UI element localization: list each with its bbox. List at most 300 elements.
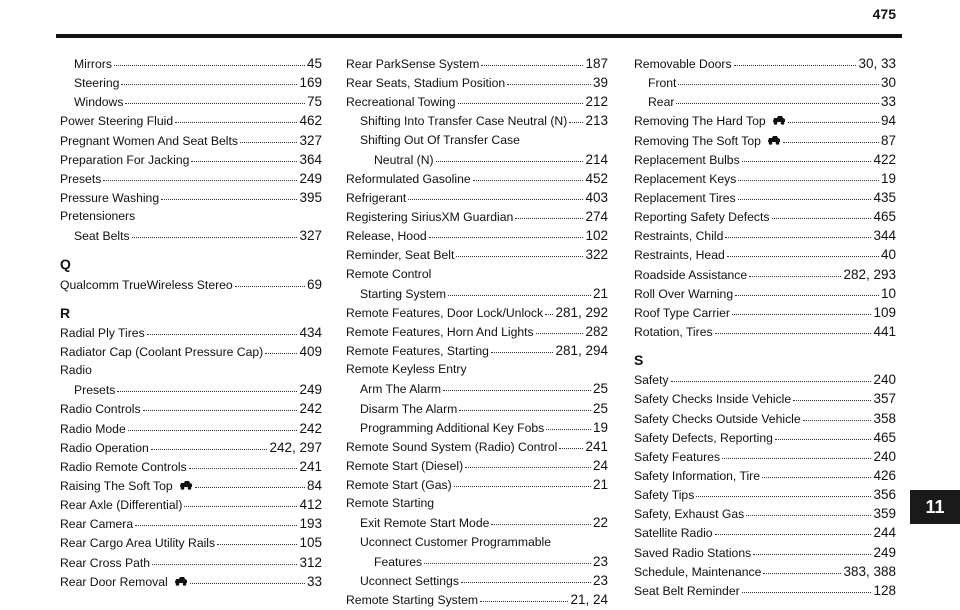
index-entry-page: 465 [873, 429, 896, 445]
index-entry-label: Remote Control [346, 266, 432, 281]
index-entry-page: 249 [873, 544, 896, 560]
index-entry-page: 75 [306, 94, 322, 110]
dot-leader [722, 457, 871, 459]
index-entry [634, 504, 896, 523]
index-letter-heading: Q [60, 256, 71, 273]
dot-leader [429, 236, 584, 238]
index-entry-label: Roof Type Carrier [634, 305, 730, 320]
index-entry-page: 357 [873, 391, 896, 407]
dot-leader [114, 64, 305, 66]
index-column-1 [60, 54, 322, 591]
index-entry [346, 111, 608, 130]
index-entry [346, 131, 608, 150]
index-entry-page: 33 [880, 94, 896, 110]
index-entry [346, 456, 608, 475]
index-entry-page: 426 [873, 467, 896, 483]
dot-leader [436, 160, 584, 162]
index-entry [634, 581, 896, 600]
index-entry-label: Front [648, 76, 677, 91]
index-entry-page: 10 [880, 285, 896, 301]
dot-leader [191, 160, 297, 162]
index-entry-page: 45 [306, 56, 322, 71]
index-entry [60, 399, 322, 418]
dot-leader [121, 83, 297, 85]
index-entry-label: Rotation, Tires [634, 324, 713, 339]
index-entry-label: Neutral (N) [374, 152, 434, 167]
index-entry [346, 226, 608, 245]
index-entry-page: 422 [873, 151, 896, 167]
index-entry-label: Starting System [360, 286, 447, 301]
index-entry [634, 207, 896, 226]
index-entry [634, 523, 896, 542]
index-entry-page: 24 [592, 457, 608, 473]
index-entry-label: Steering [74, 76, 120, 91]
index-entry-label: Safety Checks Outside Vehicle [634, 411, 801, 426]
dot-leader [473, 179, 584, 181]
dot-leader [125, 102, 305, 104]
index-entry-page: 359 [873, 506, 896, 522]
index-entry-page: 242, 297 [269, 439, 322, 455]
index-entry-page: 249 [299, 382, 322, 398]
dot-leader [195, 486, 305, 488]
index-entry-label: Remote Starting System [346, 592, 479, 607]
dot-leader [408, 198, 583, 200]
index-entry [634, 447, 896, 466]
index-entry-label: Rear ParkSense System [346, 57, 480, 71]
index-entry-label: Features [374, 554, 423, 569]
dot-leader [443, 389, 591, 391]
index-entry-label: Replacement Keys [634, 171, 737, 186]
index-entry-label: Power Steering Fluid [60, 114, 174, 129]
index-entry-label: Exit Remote Start Mode [360, 516, 490, 531]
index-entry [634, 562, 896, 581]
index-entry-label: Rear Cargo Area Utility Rails [60, 536, 216, 551]
index-entry [634, 409, 896, 428]
index-entry [60, 572, 322, 591]
index-entry-label: Rear Axle (Differential) [60, 498, 183, 513]
index-entry [634, 92, 896, 111]
index-entry-label: Safety, Exhaust Gas [634, 507, 745, 522]
index-entry-label: Safety Features [634, 449, 721, 464]
chapter-tab-label: 11 [925, 496, 945, 517]
index-entry [346, 284, 608, 303]
index-entry-label: Presets [60, 171, 102, 186]
index-entry-label: Restraints, Head [634, 248, 725, 263]
index-entry-page: 242 [299, 420, 322, 436]
index-entry [634, 226, 896, 245]
index-entry-label: Radio Mode [60, 421, 126, 436]
index-entry-page: 364 [299, 151, 322, 167]
index-entry-page: 23 [592, 553, 608, 569]
dot-leader [742, 160, 872, 162]
index-entry-page: 240 [873, 448, 896, 464]
index-entry [60, 553, 322, 572]
index-column-2 [346, 54, 608, 609]
index-entry [346, 245, 608, 264]
index-entry-label: Safety Tips [634, 488, 695, 503]
index-entry-label: Arm The Alarm [360, 382, 442, 397]
index-entry [346, 92, 608, 111]
index-entry [60, 419, 322, 438]
index-entry-page: 356 [873, 487, 896, 503]
index-entry [634, 169, 896, 188]
dot-leader [235, 285, 305, 287]
index-entry-page: 30, 33 [858, 56, 896, 71]
index-entry-label: Mirrors [74, 57, 112, 71]
index-entry-label: Remote Start (Diesel) [346, 458, 464, 473]
index-entry-label: Reporting Safety Defects [634, 210, 770, 225]
index-entry-label: Radio [60, 363, 92, 378]
index-entry-page: 241 [299, 458, 322, 474]
index-entry-page: 462 [299, 113, 322, 129]
dot-leader [803, 419, 872, 421]
dot-leader [546, 428, 591, 430]
index-entry-page: 322 [585, 247, 608, 263]
dot-leader [715, 533, 872, 535]
index-entry-label: Disarm The Alarm [360, 401, 458, 416]
index-entry [60, 476, 322, 495]
index-entry-page: 21, 24 [570, 591, 608, 607]
index-entry-label: Remote Start (Gas) [346, 478, 452, 493]
index-entry-page: 344 [873, 228, 896, 244]
index-entry-label: Qualcomm TrueWireless Stereo [60, 277, 233, 292]
index-entry-page: 30 [880, 75, 896, 91]
index-entry-label: Preparation For Jacking [60, 152, 190, 167]
index-entry-page: 409 [299, 343, 322, 359]
index-entry-label: Release, Hood [346, 229, 427, 244]
index-entry [346, 552, 608, 571]
index-entry [346, 54, 608, 73]
dot-leader [184, 505, 297, 507]
index-entry-page: 249 [299, 170, 322, 186]
index-entry-label: Radiator Cap (Coolant Pressure Cap) [60, 344, 264, 359]
index-entry [634, 389, 896, 408]
dot-leader [732, 313, 872, 315]
index-entry-page: 21 [592, 477, 608, 493]
index-entry [634, 543, 896, 562]
index-letter-heading: S [634, 352, 644, 369]
index-entry-label: Rear Seats, Stadium Position [346, 76, 506, 91]
dot-leader [536, 332, 584, 334]
index-entry-label: Uconnect Settings [360, 573, 459, 588]
index-entry-label: Safety [634, 373, 669, 388]
index-entry [346, 150, 608, 169]
index-entry-page: 84 [306, 477, 322, 493]
dot-leader [481, 64, 583, 66]
index-entry-page: 465 [873, 209, 896, 225]
index-entry-page: 434 [299, 324, 322, 340]
index-entry-page: 128 [873, 582, 896, 598]
index-entry-page: 241 [585, 438, 608, 454]
dot-leader [465, 466, 591, 468]
index-entry [60, 92, 322, 111]
dot-leader [738, 179, 879, 181]
index-entry-label: Pregnant Women And Seat Belts [60, 133, 238, 148]
index-entry [60, 150, 322, 169]
jeep-icon [174, 576, 188, 586]
dot-leader [424, 562, 591, 564]
dot-leader [515, 217, 583, 219]
index-entry-page: 281, 292 [555, 304, 608, 320]
dot-leader [749, 275, 841, 277]
index-entry [634, 73, 896, 92]
index-entry-page: 274 [585, 209, 608, 225]
index-entry-page: 39 [592, 75, 608, 91]
index-entry-label: Replacement Bulbs [634, 152, 740, 167]
chapter-tab [910, 490, 960, 524]
index-entry [634, 111, 896, 130]
index-entry-label: Rear Cross Path [60, 555, 151, 570]
index-entry [346, 207, 608, 226]
index-entry-label: Radio Remote Controls [60, 459, 187, 474]
dot-leader [151, 448, 268, 450]
dot-leader [545, 313, 553, 315]
index-entry-label: Remote Features, Horn And Lights [346, 324, 534, 339]
index-entry-label: Rear Camera [60, 517, 134, 532]
index-entry-page: 282, 293 [843, 266, 896, 282]
dot-leader [103, 179, 297, 181]
index-entry-page: 40 [880, 247, 896, 263]
index-entry-label: Saved Radio Stations [634, 545, 752, 560]
index-entry-page: 452 [585, 170, 608, 186]
index-entry-label: Radio Controls [60, 402, 141, 417]
index-entry-label: Radio Operation [60, 440, 149, 455]
dot-leader [753, 553, 871, 555]
index-entry-page: 212 [585, 94, 608, 110]
dot-leader [143, 409, 298, 411]
dot-leader [217, 543, 297, 545]
dot-leader [725, 236, 871, 238]
dot-leader [735, 294, 879, 296]
index-entry-label: Satellite Radio [634, 526, 713, 541]
index-entry-page: 327 [299, 228, 322, 244]
index-entry-page: 23 [592, 572, 608, 588]
index-entry [346, 73, 608, 92]
index-entry-page: 187 [585, 56, 608, 71]
index-entry [60, 188, 322, 207]
index-entry-page: 69 [306, 276, 322, 292]
dot-leader [734, 64, 857, 66]
index-entry [346, 322, 608, 341]
index-entry [60, 438, 322, 457]
index-entry-page: 19 [880, 170, 896, 186]
dot-leader [117, 390, 297, 392]
page-number: 475 [872, 6, 896, 22]
dot-leader [152, 563, 297, 565]
index-entry-page: 358 [873, 410, 896, 426]
dot-leader [161, 198, 297, 200]
index-entry [60, 226, 322, 245]
index-letter-heading: R [60, 304, 71, 321]
index-entry-label: Roll Over Warning [634, 286, 734, 301]
index-entry-label: Safety Defects, Reporting [634, 430, 773, 445]
dot-leader [507, 83, 591, 85]
index-entry-label: Safety Information, Tire [634, 468, 760, 483]
index-entry-page: 105 [299, 535, 322, 551]
index-entry [346, 571, 608, 590]
index-entry-label: Windows [74, 95, 124, 110]
index-entry-page: 87 [880, 132, 896, 148]
index-entry [60, 111, 322, 130]
index-entry-page: 282 [585, 323, 608, 339]
dot-leader [715, 332, 872, 334]
index-entry [60, 73, 322, 92]
index-entry-label: Rear [648, 95, 675, 110]
dot-leader [132, 236, 298, 238]
index-entry-label: Remote Sound System (Radio) Control [346, 439, 558, 454]
header-rule [56, 34, 902, 38]
dot-leader [671, 380, 872, 382]
index-entry-page: 169 [299, 75, 322, 91]
dot-leader [459, 409, 591, 411]
index-entry-page: 94 [880, 113, 896, 129]
index-entry-label: Seat Belt Reminder [634, 583, 740, 598]
dot-leader [491, 351, 554, 353]
index-entry-label: Roadside Assistance [634, 267, 748, 282]
dot-leader [762, 476, 871, 478]
index-entry-label: Schedule, Maintenance [634, 564, 762, 579]
dot-leader [456, 255, 583, 257]
index-entry-label: Recreational Towing [346, 95, 456, 110]
index-entry-label: Uconnect Customer Programmable [360, 534, 552, 549]
index-entry [346, 379, 608, 398]
index-entry [634, 245, 896, 264]
index-entry [60, 54, 322, 73]
index-entry-label: Remote Features, Starting [346, 344, 489, 359]
index-entry [634, 54, 896, 73]
index-entry-label: Seat Belts [74, 229, 130, 244]
index-entry [634, 322, 896, 341]
index-entry [60, 457, 322, 476]
index-entry [634, 265, 896, 284]
index-entry-label: Pretensioners [60, 209, 136, 224]
index-entry-label: Registering SiriusXM Guardian [346, 210, 514, 225]
dot-leader [135, 524, 297, 526]
index-entry-page: 193 [299, 516, 322, 532]
index-entry [346, 399, 608, 418]
index-entry [346, 418, 608, 437]
dot-leader [265, 352, 297, 354]
dot-leader [458, 102, 584, 104]
index-entry-label: Shifting Into Transfer Case Neutral (N) [360, 114, 568, 129]
index-entry-label: Shifting Out Of Transfer Case [360, 132, 520, 147]
index-entry [346, 533, 608, 552]
index-entry-label: Removing The Soft Top [634, 133, 761, 148]
index-entry [634, 466, 896, 485]
index-entry-page: 327 [299, 132, 322, 148]
dot-leader [763, 572, 841, 574]
dot-leader [727, 255, 879, 257]
dot-leader [491, 523, 591, 525]
index-entry-label: Remote Features, Door Lock/Unlock [346, 305, 544, 320]
dot-leader [746, 514, 871, 516]
index-entry [634, 303, 896, 322]
dot-leader [569, 121, 583, 123]
dot-leader [678, 83, 879, 85]
jeep-icon [772, 115, 786, 125]
index-entry [60, 275, 322, 294]
index-entry [60, 169, 322, 188]
index-entry-label: Replacement Tires [634, 190, 736, 205]
index-entry [346, 169, 608, 188]
index-entry-label: Reminder, Seat Belt [346, 248, 455, 263]
index-entry [60, 533, 322, 552]
dot-leader [559, 447, 583, 449]
dot-leader [775, 438, 872, 440]
index-entry-page: 244 [873, 525, 896, 541]
index-entry [634, 188, 896, 207]
index-entry [634, 485, 896, 504]
dot-leader [742, 591, 872, 593]
dot-leader [189, 467, 298, 469]
index-entry [60, 495, 322, 514]
dot-leader [147, 333, 298, 335]
index-entry [60, 514, 322, 533]
dot-leader [454, 485, 591, 487]
index-entry-label: Rear Door Removal [60, 574, 168, 589]
index-entry-page: 312 [299, 554, 322, 570]
index-entry-page: 19 [592, 419, 608, 435]
index-entry [60, 342, 322, 361]
index-entry-page: 240 [873, 372, 896, 388]
index-entry-page: 22 [592, 515, 608, 531]
index-entry-label: Refrigerant [346, 190, 407, 205]
index-entry-page: 25 [592, 400, 608, 416]
index-entry-label: Raising The Soft Top [60, 478, 173, 493]
index-entry [634, 370, 896, 389]
jeep-icon [179, 480, 193, 490]
index-entry [634, 428, 896, 447]
dot-leader [793, 399, 871, 401]
index-entry [634, 131, 896, 150]
index-entry-label: Radial Ply Tires [60, 325, 145, 340]
index-entry [346, 590, 608, 609]
index-entry-page: 383, 388 [843, 563, 896, 579]
index-entry-page: 403 [585, 189, 608, 205]
index-entry-label: Pressure Washing [60, 190, 160, 205]
dot-leader [175, 121, 297, 123]
dot-leader [676, 102, 879, 104]
index-entry-page: 281, 294 [555, 343, 608, 359]
index-entry [346, 437, 608, 456]
index-entry-page: 21 [592, 285, 608, 301]
index-entry-page: 435 [873, 189, 896, 205]
index-entry [346, 341, 608, 360]
index-entry [634, 284, 896, 303]
dot-leader [240, 141, 298, 143]
jeep-icon [767, 135, 781, 145]
index-entry [346, 360, 608, 379]
index-entry [346, 513, 608, 532]
index-entry [60, 207, 322, 226]
index-entry-label: Safety Checks Inside Vehicle [634, 392, 792, 407]
index-entry-label: Remote Starting [346, 496, 435, 511]
index-entry-page: 242 [299, 401, 322, 417]
index-entry [346, 188, 608, 207]
index-entry-label: Presets [74, 383, 116, 398]
index-entry-page: 102 [585, 228, 608, 244]
index-entry [346, 303, 608, 322]
index-entry-label: Programming Additional Key Fobs [360, 420, 545, 435]
index-entry [634, 150, 896, 169]
index-entry [60, 361, 322, 380]
index-entry-label: Removing The Hard Top [634, 114, 766, 129]
index-entry-label: Removable Doors [634, 57, 732, 71]
index-entry [60, 323, 322, 342]
index-entry [346, 265, 608, 284]
dot-leader [772, 217, 872, 219]
index-entry-page: 395 [299, 189, 322, 205]
